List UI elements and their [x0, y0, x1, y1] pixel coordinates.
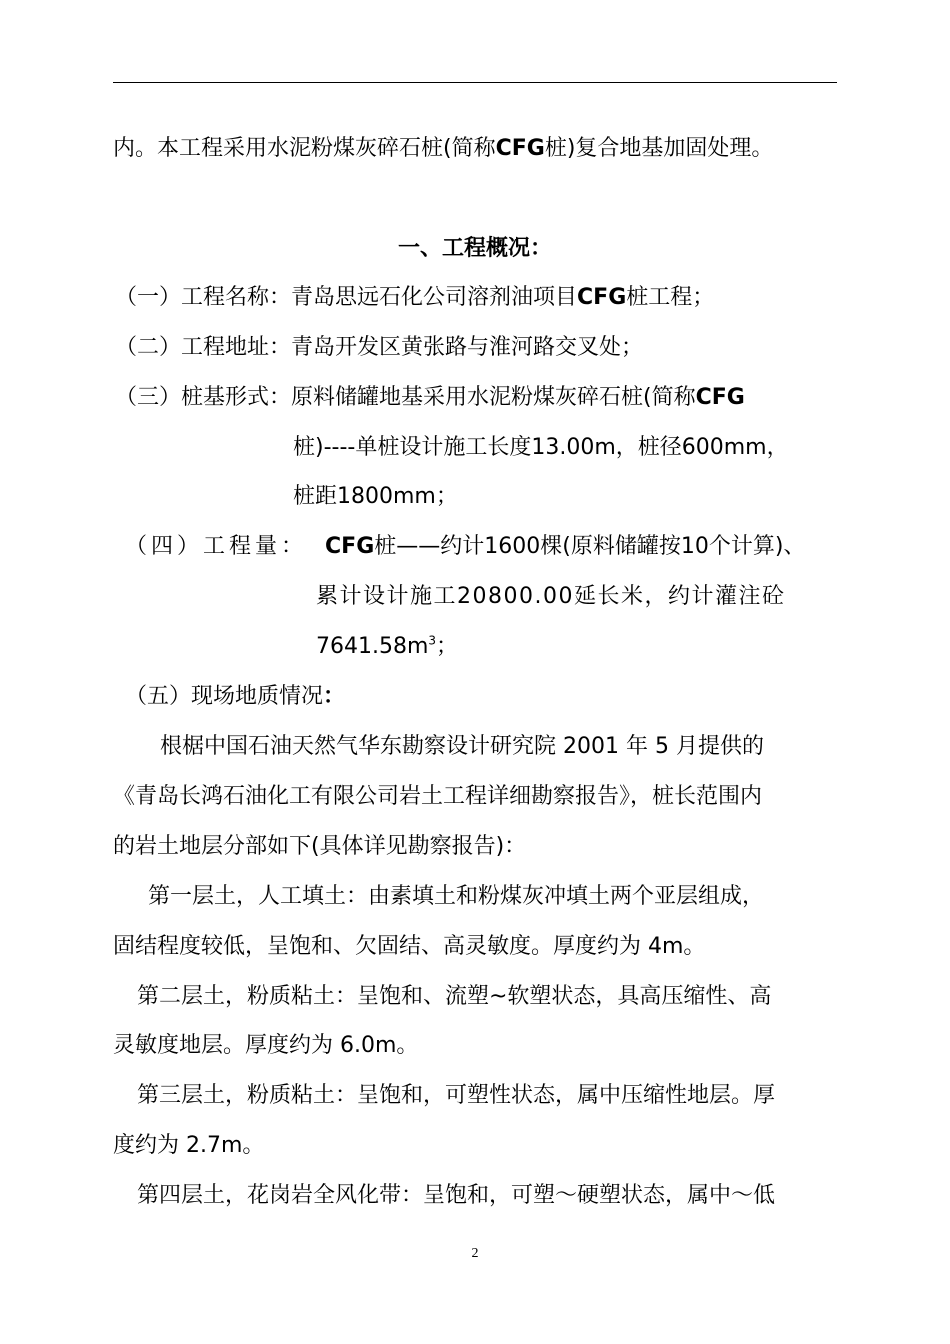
item-pile-type-line3: 桩距1800mm； — [293, 484, 458, 509]
layer3-line1: 第三层土，粉质粘土：呈饱和，可塑性状态，属中压缩性地层。厚 — [137, 1083, 776, 1108]
item-project-name: （一）工程名称：青岛思远石化公司溶剂油项目CFG桩工程； — [115, 285, 715, 310]
item-quantity: （四）工程量： CFG桩——约计1600棵(原料储罐按10个计算)、 — [125, 534, 806, 559]
layer4-line1: 第四层土，花岗岩全风化带：呈饱和，可塑～硬塑状态，属中～低 — [137, 1183, 776, 1208]
header-rule — [113, 82, 837, 83]
geo-para-line1: 根椐中国石油天然气华东勘察设计研究院 2001 年 5 月提供的 — [160, 734, 764, 759]
layer1-line2: 固结程度较低，呈饱和、欠固结、高灵敏度。厚度约为 4m。 — [113, 934, 706, 959]
geo-para-line3: 的岩土地层分部如下(具体详见勘察报告)： — [113, 834, 527, 859]
geo-para-line2: 《青岛长鸿石油化工有限公司岩土工程详细勘察报告》，桩长范围内 — [113, 784, 763, 809]
item-pile-type-line2: 桩)----单桩设计施工长度13.00m，桩径600mm， — [293, 435, 789, 460]
item-quantity-line2: 累计设计施工20800.00延长米，约计灌注砼 — [316, 584, 786, 609]
page-number: 2 — [471, 1246, 479, 1261]
section-title: 一、工程概况： — [397, 236, 552, 261]
item-quantity-line3: $7641.58m^3$； — [316, 633, 459, 659]
layer3-line2: 度约为 2.7m。 — [113, 1133, 265, 1158]
item-project-address: （二）工程地址：青岛开发区黄张路与淮河路交叉处； — [115, 335, 644, 360]
intro-line: 内。本工程采用水泥粉煤灰碎石桩(简称CFG桩)复合地基加固处理。 — [113, 136, 774, 161]
item-pile-type: （三）桩基形式：原料储罐地基采用水泥粉煤灰碎石桩(简称CFG — [115, 385, 745, 410]
layer2-line1: 第二层土，粉质粘土：呈饱和、流塑~软塑状态，具高压缩性、高 — [137, 984, 772, 1009]
item-geology: （五）现场地质情况： — [125, 684, 346, 709]
layer1-line1: 第一层土，人工填土：由素填土和粉煤灰冲填土两个亚层组成， — [148, 884, 765, 909]
layer2-line2: 灵敏度地层。厚度约为 6.0m。 — [113, 1033, 419, 1058]
